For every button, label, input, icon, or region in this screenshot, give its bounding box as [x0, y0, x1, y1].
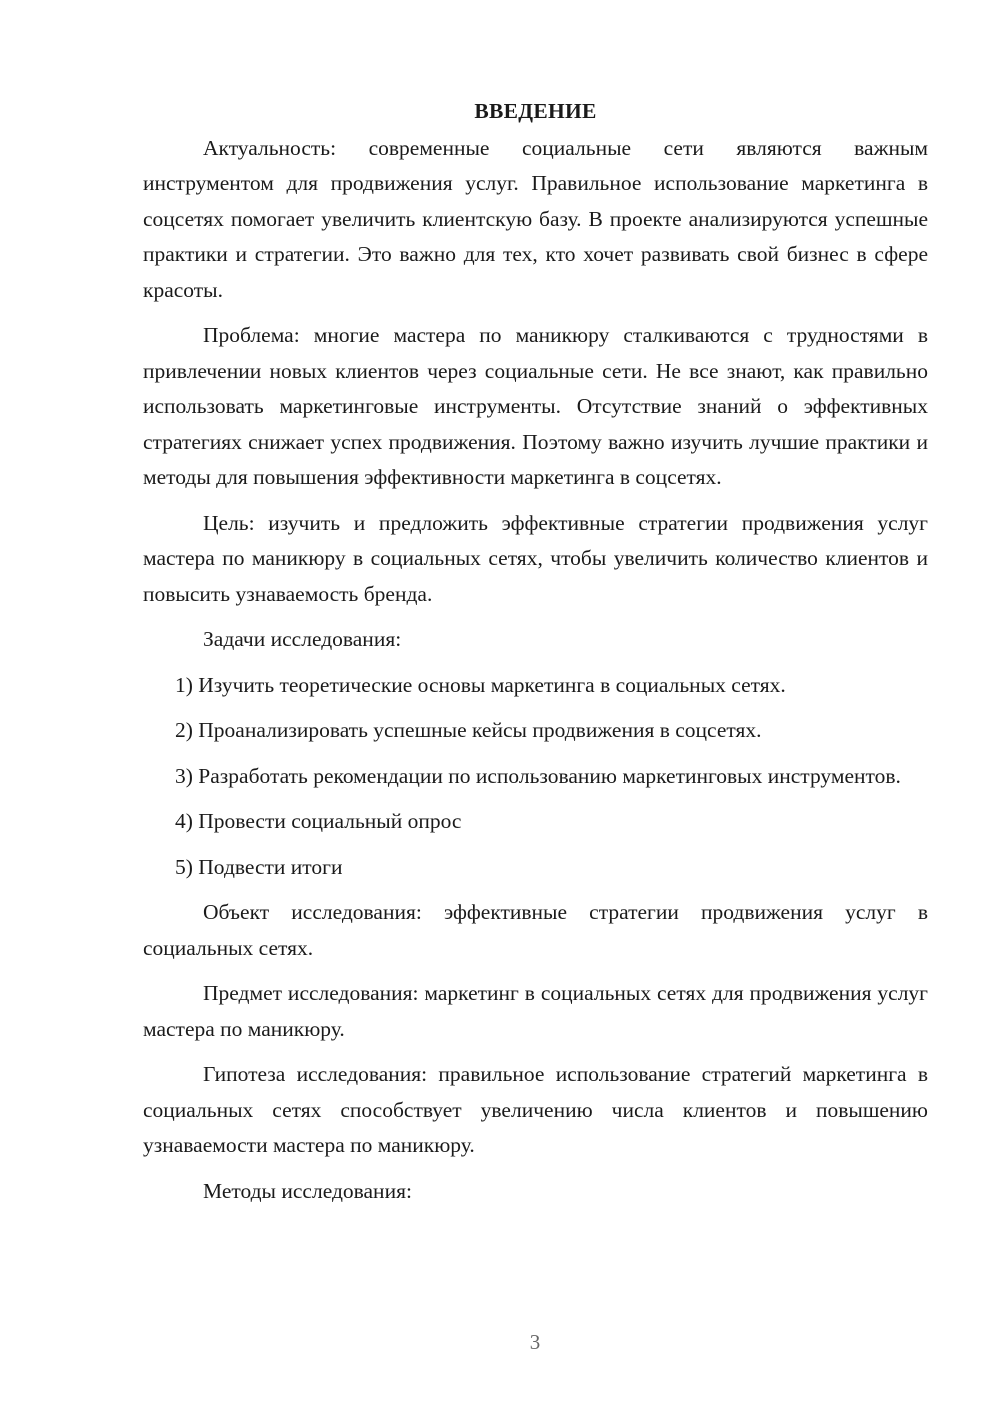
relevance-paragraph: Актуальность: современные социальные сети являются важным инструментом для продвижения услуг. Правильное использование маркетинга в соцсетях помогает увеличить клиентскую базу. В проекте анализируются успешные практики и стратегии. Это важно для тех, кто хочет развивать свой бизнес в сфере красоты. — [143, 135, 928, 302]
task-item-3: 3) Разработать рекомендации по использованию маркетинговых инструментов. — [175, 763, 901, 788]
task-item-2: 2) Проанализировать успешные кейсы продвижения в соцсетях. — [175, 718, 762, 742]
page-number: 3 — [529, 1330, 541, 1354]
hypothesis-paragraph: Гипотеза исследования: правильное использование стратегий маркетинга в социальных сетях способствует увеличению числа клиентов и повышению узнаваемости мастера по маникюру. — [143, 1062, 928, 1157]
tasks-heading: Задачи исследования: — [203, 627, 402, 651]
methods-heading: Методы исследования: — [203, 1178, 412, 1203]
task-item-1: 1) Изучить теоретические основы маркетинга в социальных сетях. — [175, 672, 786, 697]
subject-paragraph: Предмет исследования: маркетинг в социальных сетях для продвижения услуг мастера по маникюру. — [143, 981, 928, 1041]
goal-paragraph: Цель: изучить и предложить эффективные стратегии продвижения услуг мастера по маникюру в социальных сетях, чтобы увеличить количество клиентов и повысить узнаваемость бренда. — [143, 510, 928, 606]
problem-paragraph: Проблема: многие мастера по маникюру сталкиваются с трудностями в привлечении новых клиентов через социальные сети. Не все знают, как правильно использовать маркетинговые инструменты. Отсутствие знаний о эффективных стратегиях снижает успех продвижения. Поэтому важно изучить лучшие практики и методы для повышения эффективности маркетинга в соцсетях. — [143, 323, 928, 489]
page-title: ВВЕДЕНИЕ — [474, 99, 597, 123]
task-item-5: 5) Подвести итоги — [175, 854, 343, 879]
object-paragraph: Объект исследования: эффективные стратегии продвижения услуг в социальных сетях. — [143, 900, 928, 960]
page-content — [143, 94, 928, 1209]
task-item-4: 4) Провести социальный опрос — [175, 809, 462, 833]
